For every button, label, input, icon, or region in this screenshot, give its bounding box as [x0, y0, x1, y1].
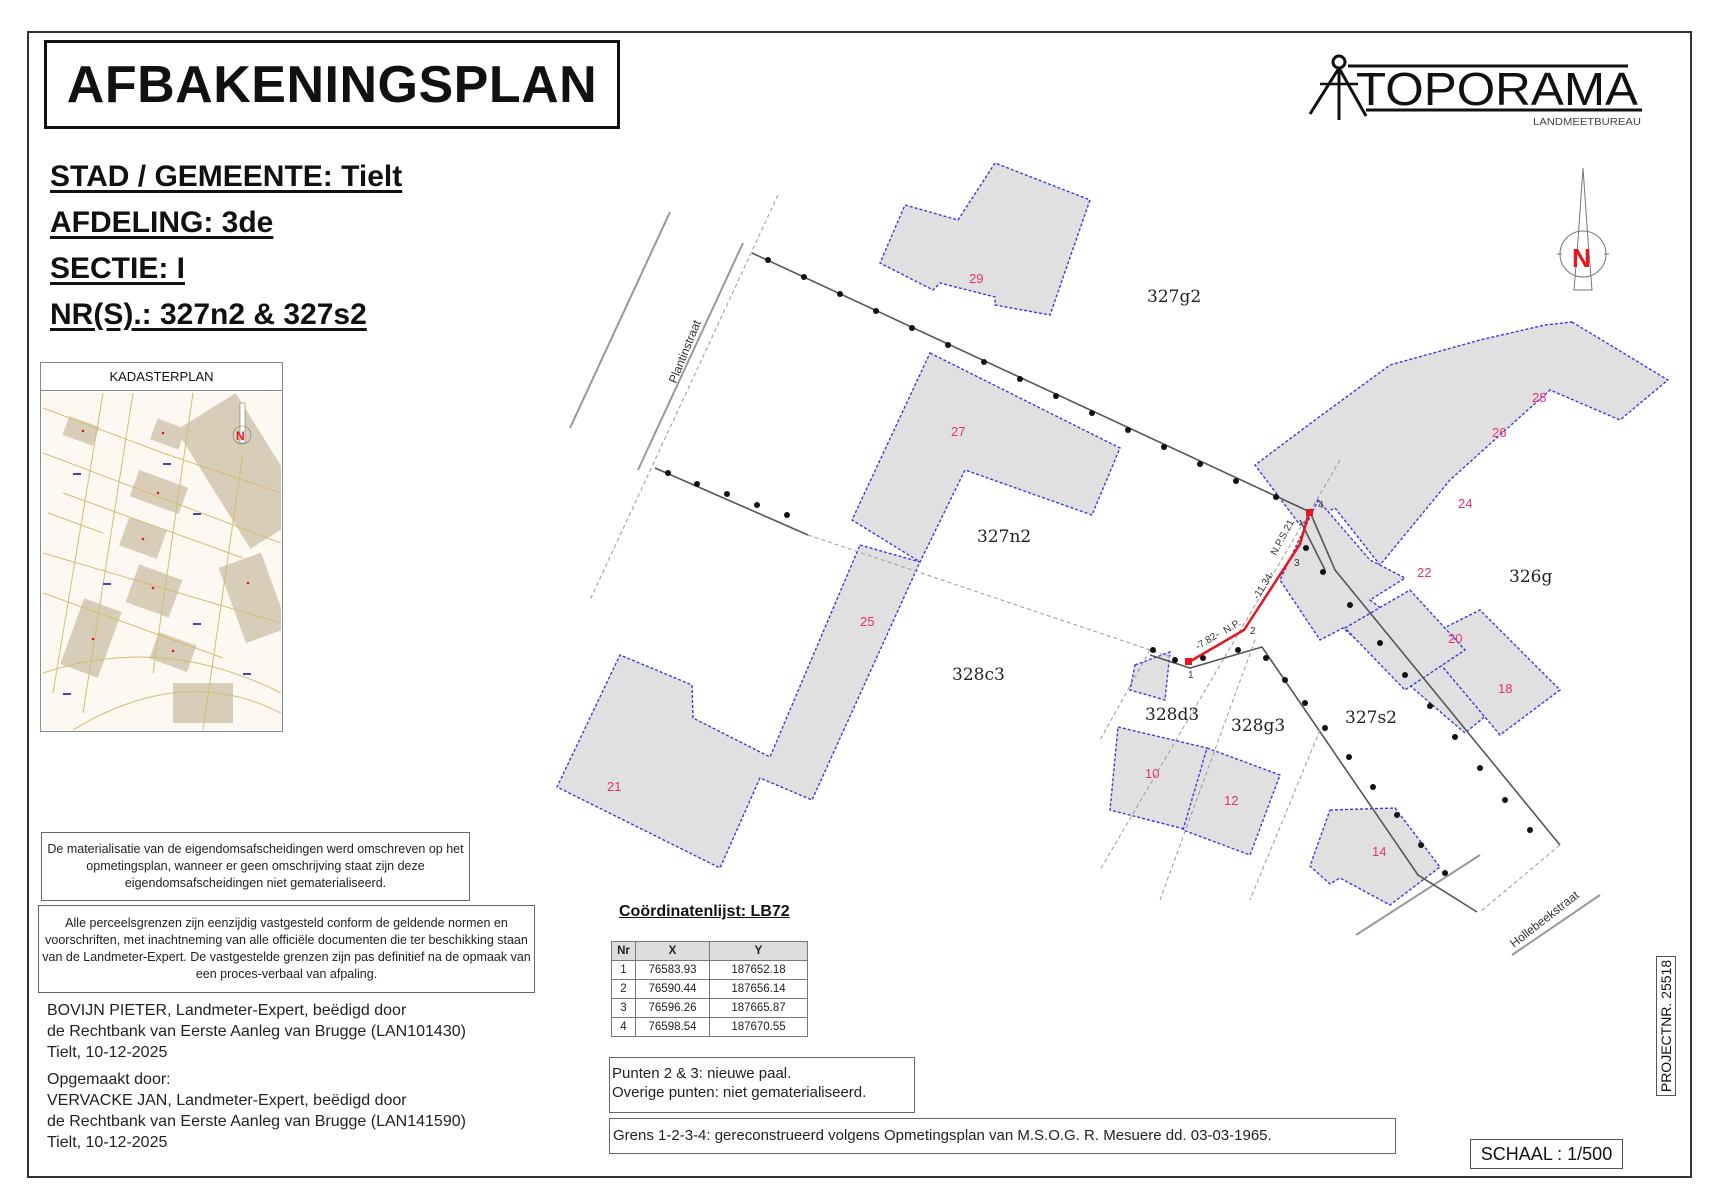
boundary-note-text: Grens 1-2-3-4: gereconstrueerd volgens Opmetingsplan van M.S.O.G. R. Mesuere dd. 03-03-1965. — [613, 1127, 1272, 1144]
points-note-line: Overige punten: niet gematerialiseerd. — [612, 1084, 867, 1101]
parcel-label: 328c3 — [952, 665, 1005, 685]
building-25-21 — [557, 545, 920, 868]
svg-text:N: N — [1572, 243, 1591, 273]
column-header: X — [636, 942, 710, 961]
surveyor-1-name: BOVIJN PIETER, Landmeter-Expert, beëdigd door — [47, 1002, 407, 1019]
prepared-by-label: Opgemaakt door: — [47, 1071, 171, 1088]
cell-y: 187652.18 — [710, 961, 808, 980]
coordinate-list-title: Coördinatenlijst: LB72 — [619, 903, 790, 920]
materialisation-note-text: De materialisatie van de eigendomsafscheidingen werd omschreven op het opmetingsplan, wanneer er geen omschrijving staat zijn deze eigendomsafscheidingen niet gematerialiseerd. — [47, 842, 464, 890]
column-header: Y — [710, 942, 808, 961]
parcel-label: 328g3 — [1231, 716, 1286, 736]
plantinstraat-edge — [638, 243, 743, 470]
house-number: 20 — [1448, 631, 1463, 646]
point-label-1: 1 — [1188, 670, 1194, 681]
parcel-numbers: NR(S).: 327n2 & 327s2 — [50, 298, 367, 331]
section: SECTIE: I — [50, 252, 186, 285]
points-note — [609, 1057, 915, 1113]
cell-y: 187665.87 — [710, 999, 808, 1018]
cell-y: 187656.14 — [710, 980, 808, 999]
parcel-boundaries — [655, 253, 1560, 912]
points-note-line: Punten 2 & 3: nieuwe paal. — [612, 1065, 792, 1082]
cell-nr: 2 — [612, 980, 636, 999]
table-row — [612, 961, 808, 980]
house-number: 25 — [860, 614, 875, 629]
house-number: 29 — [969, 271, 984, 286]
column-header: Nr — [612, 942, 636, 961]
house-number: 14 — [1372, 844, 1387, 859]
house-number: 26 — [1492, 425, 1507, 440]
page-title: AFBAKENINGSPLAN — [66, 55, 598, 114]
project-number: PROJECTNR. 25518 — [1658, 959, 1674, 1093]
surveyor-1-date: Tielt, 10-12-2025 — [47, 1044, 168, 1061]
house-number: 10 — [1145, 766, 1160, 781]
point-marker-4 — [1306, 509, 1313, 516]
scale-label: SCHAAL : 1/500 — [1480, 1143, 1613, 1164]
kadasterplan-inset — [40, 362, 283, 732]
kadasterplan-title: KADASTERPLAN — [41, 363, 282, 391]
boundary-note — [609, 1118, 1396, 1154]
house-number: 28 — [1532, 390, 1547, 405]
cell-nr: 1 — [612, 961, 636, 980]
materialisation-note — [41, 832, 470, 901]
buildings — [557, 163, 1668, 905]
scale-box — [1470, 1139, 1623, 1169]
svg-text:LANDMEETBUREAU: LANDMEETBUREAU — [1533, 117, 1641, 128]
surveyor-1-court: de Rechtbank van Eerste Aanleg van Brugge (LAN101430) — [47, 1023, 466, 1040]
street-label: Plantinstraat — [665, 318, 704, 386]
parcel-label: 327g2 — [1147, 287, 1202, 307]
cell-x: 76596.26 — [636, 999, 710, 1018]
cell-nr: 3 — [612, 999, 636, 1018]
division: AFDELING: 3de — [50, 206, 274, 239]
svg-text:N: N — [236, 429, 245, 443]
house-number: 21 — [607, 779, 622, 794]
svg-text:TOPORAMA: TOPORAMA — [1356, 63, 1639, 115]
house-number: 27 — [951, 424, 966, 439]
municipality: STAD / GEMEENTE: Tielt — [50, 160, 403, 193]
point-label-2: 2 — [1250, 626, 1256, 637]
parcel-label: 326g — [1509, 567, 1553, 587]
boundaries-disclaimer — [38, 905, 535, 993]
house-number: 12 — [1224, 793, 1239, 808]
point-label-4: 4 — [1318, 500, 1324, 511]
measurement-label: -11.34- — [1251, 569, 1277, 602]
surveyor-2-court: de Rechtbank van Eerste Aanleg van Brugge (LAN141590) — [47, 1113, 466, 1130]
table-row — [612, 1018, 808, 1037]
house-number: 22 — [1417, 565, 1432, 580]
cell-x: 76590.44 — [636, 980, 710, 999]
surveyor-block — [47, 1000, 466, 1153]
boundaries-disclaimer-text: Alle perceelsgrenzen zijn eenzijdig vastgesteld conform de geldende normen en voorschriften, met inachtneming van alle officiële documenten die ter beschikking staan van de Landmeter-Expert. De vastgestelde grenzen zijn pas definitief na de opmaak van een proces-verbaal van afpaling. — [42, 916, 531, 981]
table-row — [612, 980, 808, 999]
north-arrow-icon — [1557, 168, 1609, 290]
coordinate-table — [611, 941, 808, 1037]
surveyor-2-name: VERVACKE JAN, Landmeter-Expert, beëdigd door — [47, 1092, 407, 1109]
table-header-row — [612, 942, 808, 961]
point-label-3: 3 — [1294, 558, 1300, 569]
house-number: 18 — [1498, 681, 1513, 696]
cell-nr: 4 — [612, 1018, 636, 1037]
project-number-box — [1656, 956, 1676, 1096]
house-number: 24 — [1458, 496, 1473, 511]
cell-x: 76583.93 — [636, 961, 710, 980]
cell-x: 76598.54 — [636, 1018, 710, 1037]
kadasterplan-map — [43, 393, 281, 730]
building-29 — [880, 163, 1090, 315]
street-label: Hollebeekstraat — [1507, 887, 1582, 951]
table-row — [612, 999, 808, 1018]
measurement-label: -7.82- — [1193, 629, 1222, 653]
surveyor-2-date: Tielt, 10-12-2025 — [47, 1134, 168, 1151]
parcel-label: 327n2 — [977, 527, 1032, 547]
parcel-label: 327s2 — [1345, 708, 1397, 728]
measurement-label: N.P. — [1221, 617, 1244, 637]
parcel-label: 328d3 — [1145, 705, 1200, 725]
point-marker-1 — [1185, 658, 1192, 665]
measurement-label: N.P.S.21 — [1268, 518, 1297, 558]
cell-y: 187670.55 — [710, 1018, 808, 1037]
plantinstraat-edge — [570, 212, 670, 428]
